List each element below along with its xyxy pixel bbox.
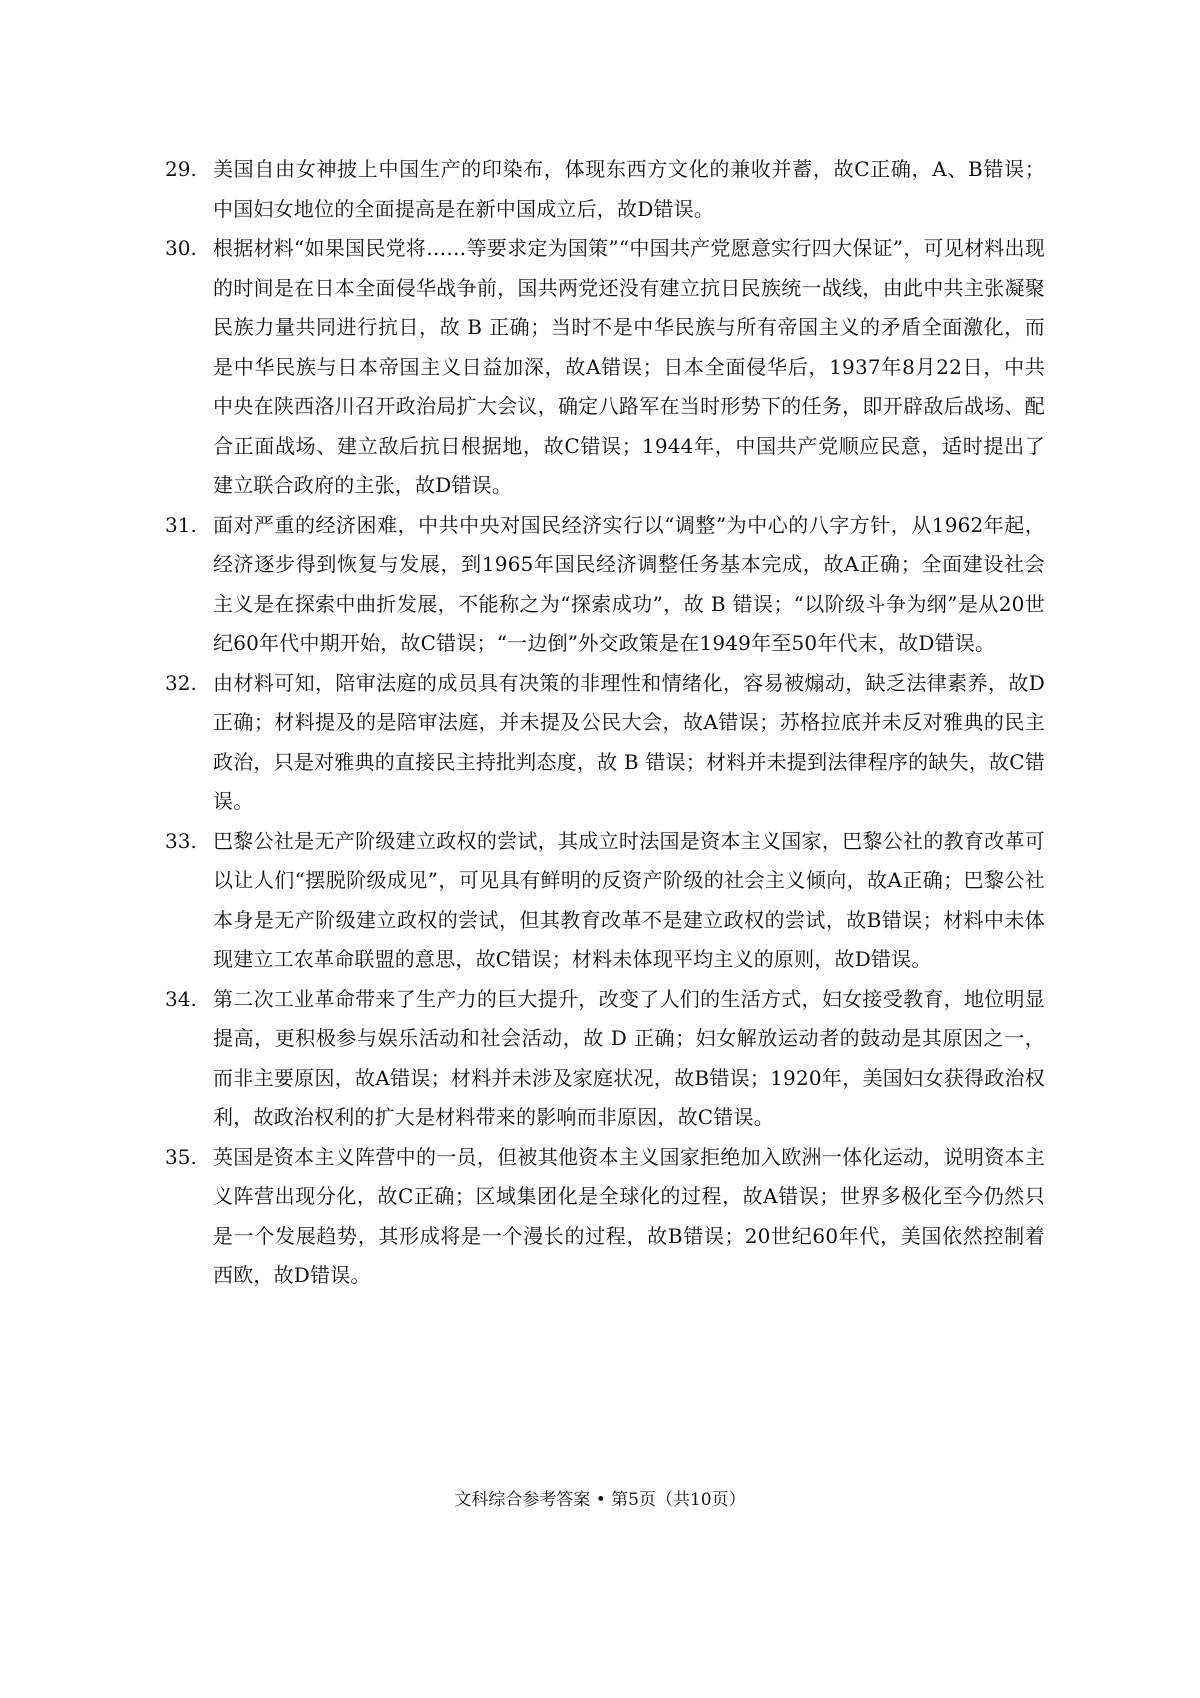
answer-text: 由材料可知，陪审法庭的成员具有决策的非理性和情绪化，容易被煽动，缺乏法律素养，故D正确；材料提及的是陪审法庭，并未提及公民大会，故A错误；苏格拉底并未反对雅典的民主政治，只是对雅典的直接民主持批判态度，故 B 错误；材料并未提到法律程序的缺失，故C错误。 [213, 670, 1045, 813]
answer-item-33 [165, 822, 1045, 980]
answer-number: 34. [165, 986, 197, 1011]
answer-item-34 [165, 980, 1045, 1138]
answer-item-32 [165, 664, 1045, 822]
answer-item-30 [165, 229, 1045, 506]
answer-list [165, 150, 1045, 1296]
answer-item-31 [165, 506, 1045, 664]
answer-text: 第二次工业革命带来了生产力的巨大提升，改变了人们的生活方式，妇女接受教育，地位明显提高，更积极参与娱乐活动和社会活动，故 D 正确；妇女解放运动者的鼓动是其原因之一，而非主要原因，故A错误；材料并未涉及家庭状况，故B错误；1920年，美国妇女获得政治权利，故政治权利的扩大是材料带来的影响而非原因，故C错误。 [213, 986, 1045, 1129]
answer-number: 31. [165, 512, 197, 537]
answer-number: 32. [165, 670, 197, 695]
answer-number: 33. [165, 828, 197, 853]
answer-text: 英国是资本主义阵营中的一员，但被其他资本主义国家拒绝加入欧洲一体化运动，说明资本主义阵营出现分化，故C正确；区域集团化是全球化的过程，故A错误；世界多极化至今仍然只是一个发展趋势，其形成将是一个漫长的过程，故B错误；20世纪60年代，美国依然控制着西欧，故D错误。 [213, 1144, 1045, 1287]
answer-text: 面对严重的经济困难，中共中央对国民经济实行以“调整”为中心的八字方针，从1962年起，经济逐步得到恢复与发展，到1965年国民经济调整任务基本完成，故A正确；全面建设社会主义是在探索中曲折发展，不能称之为“探索成功”，故 B 错误；“以阶级斗争为纲”是从20世纪60年代中期开始，故C错误；“一边倒”外交政策是在1949年至50年代末，故D错误。 [213, 512, 1045, 655]
answer-text: 美国自由女神披上中国生产的印染布，体现东西方文化的兼收并蓄，故C正确，A、B错误；中国妇女地位的全面提高是在新中国成立后，故D错误。 [213, 157, 1045, 221]
answer-item-35 [165, 1138, 1045, 1296]
answer-number: 30. [165, 236, 197, 260]
answer-number: 29. [165, 157, 197, 181]
answer-number: 35. [165, 1144, 197, 1169]
answer-text: 根据材料“如果国民党将……等要求定为国策”“中国共产党愿意实行四大保证”，可见材料出现的时间是在日本全面侵华战争前，国共两党还没有建立抗日民族统一战线，由此中共主张凝聚民族力量共同进行抗日，故 B 正确；当时不是中华民族与所有帝国主义的矛盾全面激化，而是中华民族与日本帝国主义日益加深，故A错误；日本全面侵华后，1937年8月22日，中共中央在陕西洛川召开政治局扩大会议，确定八路军在当时形势下的任务，即开辟敌后战场、配合正面战场、建立敌后抗日根据地，故C错误；1944年，中国共产党顺应民意，适时提出了建立联合政府的主张，故D错误。 [213, 236, 1045, 497]
answer-text: 巴黎公社是无产阶级建立政权的尝试，其成立时法国是资本主义国家，巴黎公社的教育改革可以让人们“摆脱阶级成见”，可见具有鲜明的反资产阶级的社会主义倾向，故A正确；巴黎公社本身是无产阶级建立政权的尝试，但其教育改革不是建立政权的尝试，故B错误；材料中未体现建立工农革命联盟的意思，故C错误；材料未体现平均主义的原则，故D错误。 [213, 828, 1045, 971]
answer-item-29 [165, 150, 1045, 229]
page-footer: 文科综合参考答案 • 第5页（共10页） [454, 1490, 746, 1510]
